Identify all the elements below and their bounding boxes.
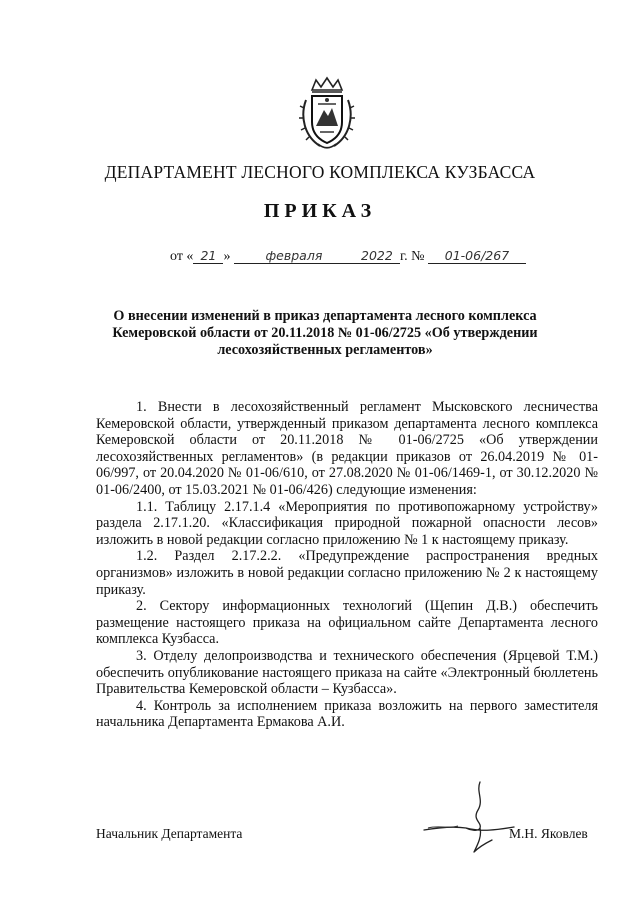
coat-of-arms-icon (298, 76, 356, 150)
signatory-name: М.Н. Яковлев (509, 826, 588, 841)
order-body (96, 399, 598, 731)
paragraph-4: 4. Контроль за исполнением приказа возложить на первого заместителя начальника Департамента Ермакова А.И. (96, 697, 598, 731)
paragraph-3: 3. Отделу делопроизводства и технического обеспечения (Ярцевой Т.М.) обеспечить опубликование настоящего приказа на сайте «Электронный бюллетень Правительства Кемеровской области – Кузбасса». (96, 647, 598, 698)
handwritten-signature (422, 778, 517, 856)
year-suffix: г. (399, 249, 408, 264)
date-prefix: от « (170, 249, 194, 264)
department-name: ДЕПАРТАМЕНТ ЛЕСНОГО КОМПЛЕКСА КУЗБАССА (104, 162, 536, 182)
paragraph-1-1: 1.1. Таблицу 2.17.1.4 «Мероприятия по противопожарному устройству» раздела 2.17.1.20. «Классификация природной пожарной опасности лесов» изложить в новой редакции согласно приложению № 1 к настоящему приказу. (96, 498, 598, 548)
order-day: 21 (193, 248, 223, 264)
paragraph-1-2: 1.2. Раздел 2.17.2.2. «Предупреждение распространения вредных организмов» изложить в новой редакции согласно приложению № 2 к настоящему приказу. (96, 548, 598, 598)
order-subject: О внесении изменений в приказ департамента лесного комплекса Кемеровской области от 20.11.2018 № 01-06/2725 «Об утверждении лесохозяйственных регламентов» (112, 308, 538, 358)
order-month: февраля (234, 248, 354, 264)
date-mid: » (223, 249, 231, 264)
paragraph-2: 2. Сектору информационных технологий (Щепин Д.В.) обеспечить размещение настоящего приказа на официальном сайте Департамента лесного комплекса Кузбасса. (96, 598, 598, 648)
number-label: № (411, 249, 425, 264)
order-date-line (170, 248, 526, 265)
paragraph-1: 1. Внести в лесохозяйственный регламент Мысковского лесничества Кемеровской области, утвержденный приказом департамента лесного комплекса Кемеровской области от 20.11.2018 № 01-06/2725 «Об утверждении лесохозяйственных регламентов» (в редакции приказов от 26.04.2019 № 01-06/997, от 20.04.2020 № 01-06/610, от 27.08.2020 № 01-06/1469-1, от 30.12.2020 № 01-06/2400, от 15.03.2021 № 01-06/426) следующие изменения: (96, 399, 598, 498)
signatory-position: Начальник Департамента (96, 826, 243, 841)
document-type-title: ПРИКАЗ (263, 200, 377, 222)
order-number: 01-06/267 (428, 248, 526, 264)
order-year: 2022 (354, 248, 400, 264)
